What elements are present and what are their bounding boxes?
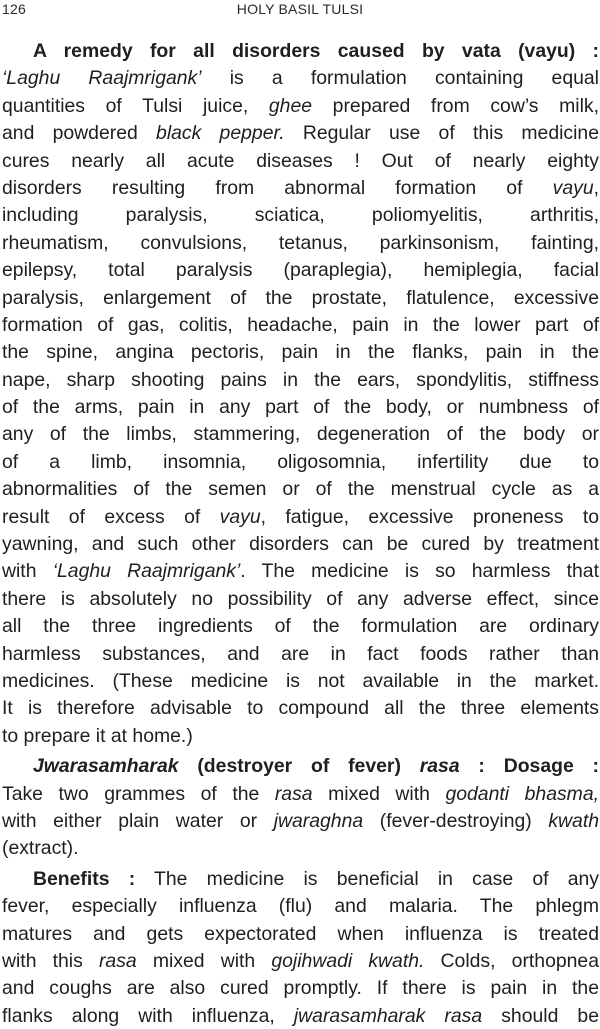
text-line (2, 781, 599, 808)
text-line: abnormalities of the semen or of the menstrual cycle as a (2, 478, 599, 501)
text-line-last: (extract). (2, 837, 79, 860)
text-line (2, 558, 599, 585)
text-line (2, 175, 599, 202)
text-span: (fever-destroying) (363, 809, 549, 832)
text-line (2, 504, 599, 531)
italic-term: gojihwadi kwath. (271, 949, 425, 972)
text-span: should be (482, 1004, 599, 1027)
text-line: and coughs are also cured promptly. If there is pain in the (2, 977, 599, 1000)
section-heading (2, 753, 599, 780)
text-span: with (2, 560, 53, 583)
text-span: disorders resulting from abnormal formation of (2, 176, 553, 199)
text-span: is a formulation containing equal (201, 67, 599, 90)
italic-term: rasa (98, 949, 137, 972)
text-line: epilepsy, total paralysis (paraplegia), hemiplegia, facial (2, 259, 599, 282)
text-span: Colds, orthopnea (424, 949, 600, 972)
page-number: 126 (2, 1, 26, 17)
text-span: with either plain water or (2, 809, 274, 832)
text-span: The medicine is beneficial in case of any (135, 867, 599, 890)
italic-term: rasa (274, 782, 313, 805)
text-line (2, 65, 599, 92)
section-heading: A remedy for all disorders caused by vata (vayu) : (33, 40, 599, 62)
text-line: fever, especially influenza (flu) and malaria. The phlegm (2, 895, 599, 918)
remedy-name: Jwarasamharak (33, 755, 179, 778)
remedy-name: ‘Laghu Raajmrigank’ (52, 560, 241, 583)
text-line (2, 93, 599, 120)
remedy-name: ‘Laghu Raajmrigank’ (2, 67, 202, 90)
text-span: Regular use of this medicine (284, 122, 599, 145)
italic-term: black pepper. (156, 122, 285, 145)
text-line: paralysis, enlargement of the prostate, flatulence, excessive (2, 286, 599, 309)
text-line: yawning, and such other disorders can be cured by treatment (2, 533, 599, 556)
paragraph-jwarasamharak-dosage (2, 753, 599, 863)
remedy-name: jwarasamharak rasa (293, 1004, 483, 1027)
text-span: mixed with (312, 782, 446, 805)
text-line: rheumatism, convulsions, tetanus, parkinsonism, fainting, (2, 231, 599, 254)
text-line: It is therefore advisable to compound all the three elements (2, 697, 599, 720)
text-line (2, 808, 599, 835)
italic-term: godanti bhasma, (445, 782, 599, 805)
text-line: the spine, angina pectoris, pain in the flanks, pain in the (2, 341, 599, 364)
text-line (2, 1003, 599, 1029)
italic-term: ghee (268, 94, 313, 117)
page-header (0, 1, 600, 21)
text-line: cures nearly all acute diseases ! Out of nearly eighty (2, 149, 599, 172)
text-line: matures and gets expectorated when influenza is treated (2, 922, 599, 945)
italic-term: rasa (419, 755, 460, 778)
text-span: result of excess of (2, 505, 220, 528)
text-line: formation of gas, colitis, headache, pain in the lower part of (2, 313, 599, 336)
text-span: quantities of Tulsi juice, (2, 94, 269, 117)
page-body (2, 38, 599, 1029)
text-line (2, 948, 599, 975)
text-span: Take two grammes of the (2, 782, 275, 805)
text-span: mixed with (136, 949, 272, 972)
text-span: and powdered (2, 122, 157, 145)
text-span: , (593, 176, 599, 199)
text-span: : Dosage : (459, 755, 599, 778)
section-heading (2, 866, 599, 893)
text-span: with this (2, 949, 99, 972)
text-line: including paralysis, sciatica, poliomyelitis, arthritis, (2, 204, 599, 227)
text-span: (destroyer of fever) (178, 755, 420, 778)
italic-term: vayu (552, 176, 594, 199)
text-span: prepared from cow’s milk, (312, 94, 599, 117)
text-line-last: to prepare it at home.) (2, 724, 193, 747)
text-line: harmless substances, and are in fact foods rather than (2, 642, 599, 665)
text-span: flanks along with influenza, (2, 1004, 294, 1027)
text-line: nape, sharp shooting pains in the ears, spondylitis, stiffness (2, 368, 599, 391)
benefits-label: Benefits : (33, 867, 136, 890)
running-title: HOLY BASIL TULSI (236, 1, 364, 17)
italic-term: jwaraghna (273, 809, 364, 832)
italic-term: vayu (219, 505, 261, 528)
paragraph-vata-remedy (2, 38, 599, 750)
text-line: all the three ingredients of the formulation are ordinary (2, 615, 599, 638)
text-span: . The medicine is so harmless that (240, 560, 599, 583)
paragraph-benefits (2, 866, 599, 1029)
text-line: medicines. (These medicine is not available in the market. (2, 669, 599, 692)
text-line: any of the limbs, stammering, degeneration of the body or (2, 423, 599, 446)
text-line (2, 120, 599, 147)
text-line: of a limb, insomnia, oligosomnia, infertility due to (2, 450, 599, 473)
italic-term: kwath (548, 809, 599, 832)
text-span: , fatigue, excessive proneness to (260, 505, 599, 528)
text-line: there is absolutely no possibility of any adverse effect, since (2, 587, 599, 610)
text-line: of the arms, pain in any part of the body, or numbness of (2, 396, 599, 419)
